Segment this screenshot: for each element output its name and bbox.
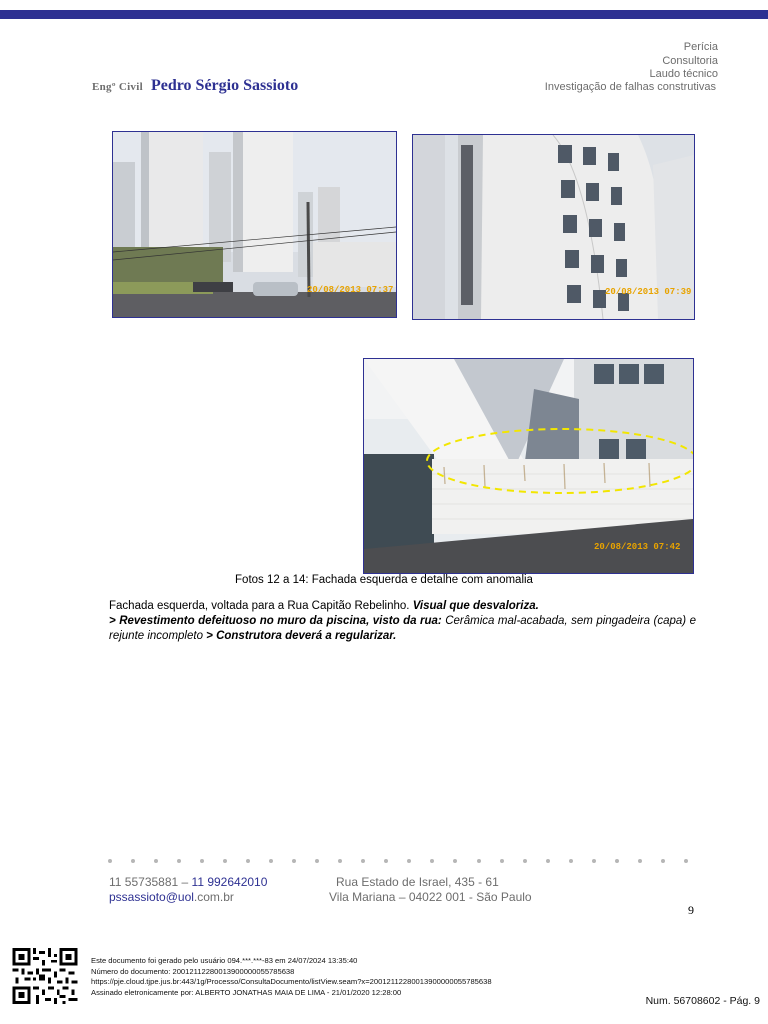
address-line-1: Rua Estado de Israel, 435 - 61 [336,875,499,889]
page-number: 9 [688,903,694,917]
header-subtitle: Investigação de falhas construtivas [544,81,716,93]
contact-email[interactable] [109,890,267,905]
footer-doc-number: Número do documento: 20012112280013900000055785638 [91,966,295,976]
electronic-signature-footer [91,956,492,998]
body-line1-emphasis: Visual que desvaloriza. [412,600,539,612]
body-defect-title: > Revestimento defeituoso no muro da piscina, visto da rua: [109,615,442,627]
phone-landline: 11 55735881 – [109,875,192,889]
email-tld: .com.br [193,890,234,904]
photo-12-facade-street [112,131,397,318]
phone-mobile[interactable]: 11 992642010 [191,875,268,889]
photo-timestamp: 20/08/2013 07:39 [605,287,692,297]
email-domain: uol [177,890,194,904]
body-line1-text: Fachada esquerda, voltada para a Rua Capitão Rebelinho. [109,600,413,612]
body-defect-detail: Cerâmica mal-acabada, sem pingadeira (capa) e rejunte incompleto [109,615,696,642]
header-services [544,41,719,93]
address-line-2: Vila Mariana – 04022 001 - São Paulo [329,890,532,904]
photo-14-pool-wall-detail [363,358,694,574]
contact-address [329,875,532,905]
top-brand-bar [0,10,768,19]
qr-code-icon[interactable] [12,948,78,1004]
photo-13-facade-curved [412,134,695,320]
photos-caption: Fotos 12 a 14: Fachada esquerda e detalhe com anomalia [235,574,533,586]
contact-info [109,875,267,905]
photo-timestamp: 20/08/2013 07:42 [594,542,681,552]
service-pericia: Perícia [683,41,718,53]
title-name: Pedro Sérgio Sassioto [150,77,299,94]
document-page-reference: Num. 56708602 - Pág. 9 [645,995,760,1007]
body-defect-action: > Construtora deverá a regularizar. [206,630,397,642]
footer-dot-divider [108,855,688,867]
service-laudo: Laudo técnico [649,68,718,80]
body-line-2 [109,614,696,644]
contact-phones [109,875,267,890]
header-title [92,77,298,95]
service-consultoria: Consultoria [662,54,718,67]
footer-signed-by: Assinado eletronicamente por: ALBERTO JONATHAS MAIA DE LIMA - 21/01/2020 12:28:00 [91,987,402,997]
title-prefix: Engº Civil [92,81,143,93]
email-user: pssassioto@ [109,890,178,904]
footer-url[interactable]: https://pje.cloud.tjpe.jus.br:443/1g/Processo/ConsultaDocumento/listView.seam?x=20012112280013900000055785638 [91,977,492,987]
body-line-1 [109,599,696,614]
footer-generated: Este documento foi gerado pelo usuário 094.***.***-83 em 24/07/2024 13:35:40 [91,956,358,965]
photo-timestamp: 20/08/2013 07:37 [307,285,394,295]
body-paragraph [109,599,696,644]
